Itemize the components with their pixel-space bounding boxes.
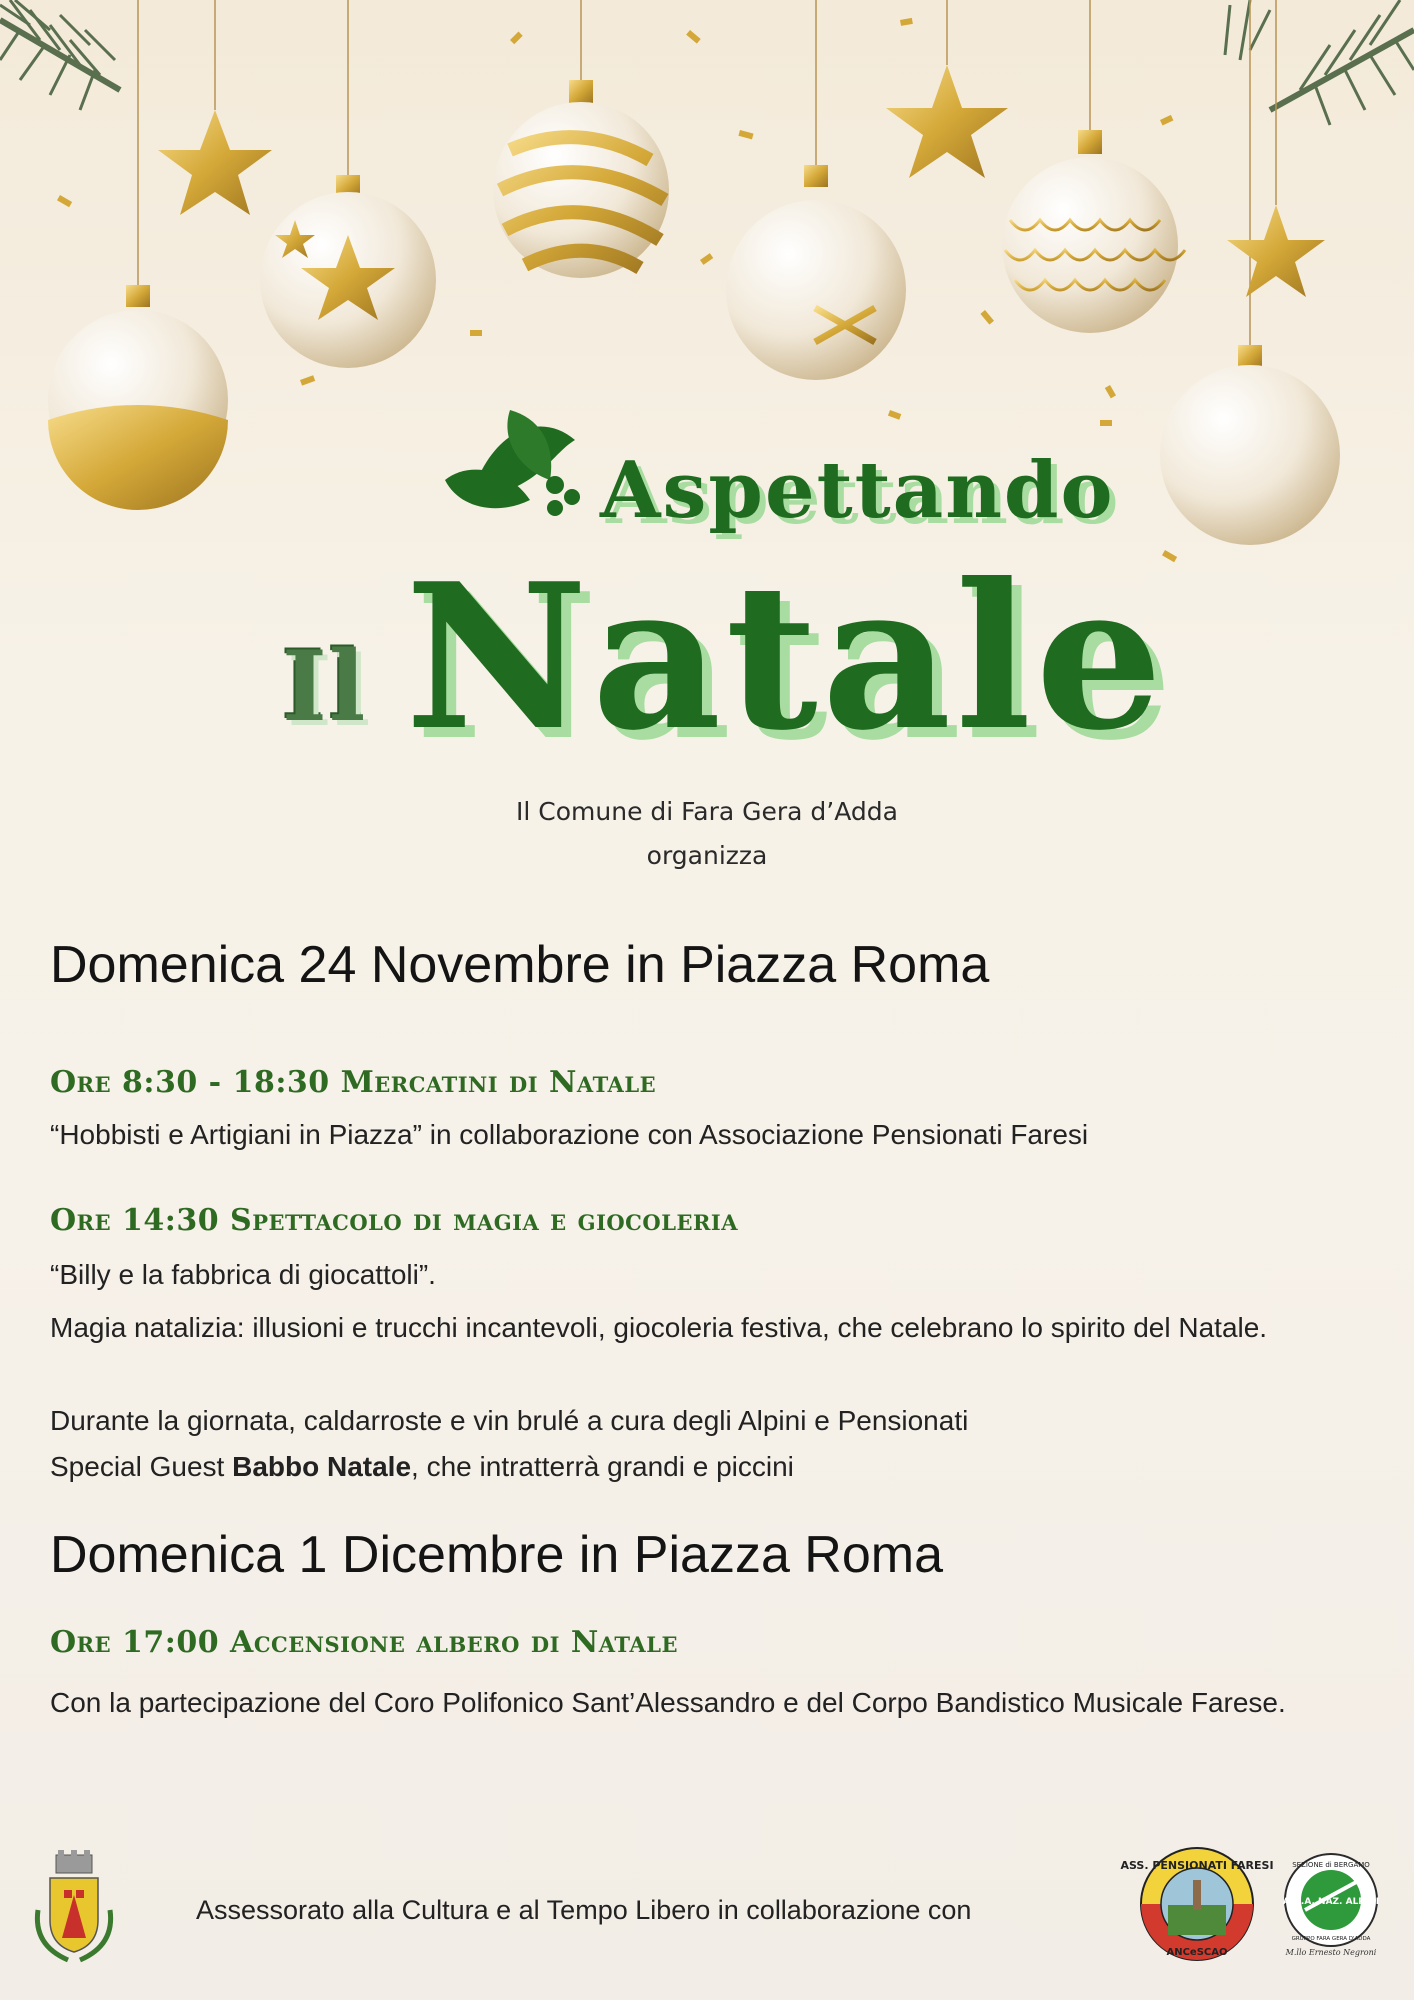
alpini-logo-mid: A.N.A. NAZ. ALPINI	[1282, 1897, 1380, 1907]
day1-heading: Domenica 24 Novembre in Piazza Roma	[50, 936, 990, 994]
special-guest-text	[50, 1444, 1380, 1490]
pensionati-logo-text: ASS. PENSIONATI FARESI	[1120, 1859, 1274, 1872]
guest-name: Babbo Natale	[232, 1451, 412, 1482]
ornament-ball-white	[1160, 345, 1340, 545]
ornament-ball-gold	[48, 285, 228, 510]
event-mercatini-text: “Hobbisti e Artigiani in Piazza” in collaborazione con Associazione Pensionati Faresi	[50, 1119, 1089, 1150]
guest-prefix: Special Guest	[50, 1451, 233, 1482]
alpini-logo-bottom: GRUPPO FARA GERA D'ADDA	[1291, 1936, 1371, 1942]
title-natale: Natale	[405, 540, 1167, 775]
footer-collaboration-text: Assessorato alla Cultura e al Tempo Libero in collaborazione con	[196, 1895, 972, 1925]
ornament-ball-stars	[260, 175, 436, 368]
organizer-line: Il Comune di Fara Gera d’Adda	[516, 797, 898, 826]
pine-branch-left	[0, 0, 120, 110]
pine-branch-right	[1225, 0, 1414, 125]
ornament-ball-scales	[1002, 130, 1185, 333]
pensionati-logo-subtext: ANCeSCAO	[1166, 1947, 1228, 1958]
event-magia-text2: Magia natalizia: illusioni e trucchi incantevoli, giocoleria festiva, che celebrano lo spirito del Natale.	[50, 1312, 1268, 1343]
pensionati-faresi-logo	[1120, 1845, 1274, 1963]
event-albero-text: Con la partecipazione del Coro Polifonico Sant’Alessandro e del Corpo Bandistico Musicale Farese.	[50, 1687, 1286, 1718]
day1-extra-text: Durante la giornata, caldarroste e vin brulé a cura degli Alpini e Pensionati	[50, 1405, 969, 1436]
event-mercatini-title: Ore 8:30 - 18:30 Mercatini di Natale	[50, 1065, 657, 1100]
ornament-ball-striped	[493, 80, 669, 278]
alpini-logo-top: SEZIONE di BERGAMO	[1292, 1861, 1370, 1869]
event-albero-title: Ore 17:00 Accensione albero di Natale	[50, 1625, 678, 1660]
title-aspettando: Aspettando	[600, 445, 1115, 536]
organizza-line: organizza	[646, 841, 768, 870]
day2-heading: Domenica 1 Dicembre in Piazza Roma	[50, 1526, 944, 1584]
comune-coat-of-arms-icon	[28, 1850, 120, 1965]
event-magia-text1: “Billy e la fabbrica di giocattoli”.	[50, 1259, 436, 1290]
alpini-logo	[1280, 1850, 1382, 1958]
guest-suffix: , che intratterrà grandi e piccini	[411, 1451, 794, 1482]
ornament-ball-snowflake	[726, 165, 906, 380]
alpini-logo-sign: M.llo Ernesto Negroni	[1285, 1948, 1377, 1957]
event-magia-title: Ore 14:30 Spettacolo di magia e giocoleria	[50, 1203, 739, 1238]
holly-icon	[445, 410, 580, 516]
title-il: Il	[282, 630, 368, 743]
